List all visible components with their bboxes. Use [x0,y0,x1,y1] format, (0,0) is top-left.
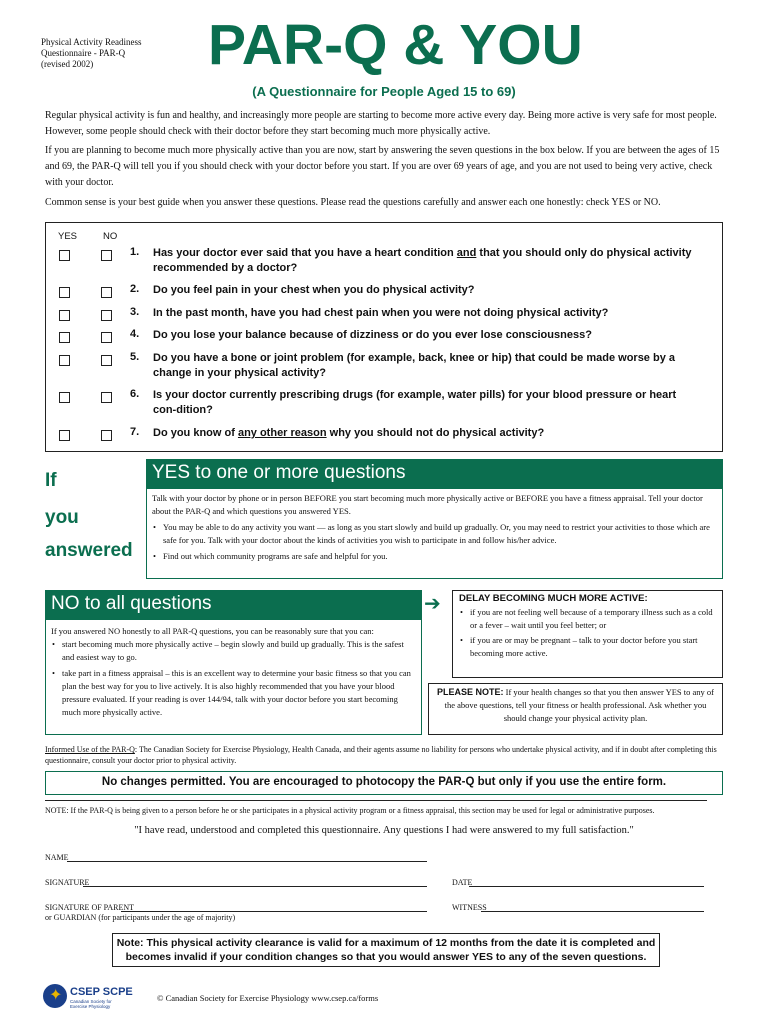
declaration-statement: "I have read, understood and completed this questionnaire. Any questions I had were answered to my full satisfaction." [134,825,634,836]
yes-section-body [152,492,717,563]
question-4-yes-checkbox[interactable] [59,332,70,343]
question-1-no-checkbox[interactable] [101,250,112,261]
legal-note: NOTE: If the PAR-Q is being given to a person before he or she participates in a physical activity program or a fitness appraisal, this section may be used for legal or administrative purposes. [45,806,655,815]
question-1-yes-checkbox[interactable] [59,250,70,261]
if-label: If [45,470,57,491]
intro-paragraph-2: If you are planning to become much more physically active than you are now, start by answering the seven questions in the box below. If you are between the ages of 15 and 69, the PAR-Q will tell you if you should check with your doctor before you start. If you are over 69 years of age, and you are not used to being very active, check with your doctor. [45,145,720,188]
question-6-number: 6. [130,388,140,400]
question-6-yes-checkbox[interactable] [59,392,70,403]
please-note-body: If your health changes so that you then answer YES to any of the above questions, tell your fitness or health professional. Ask whether you should change your physical activity plan. [444,687,714,723]
delay-section-heading: DELAY BECOMING MUCH MORE ACTIVE: [459,593,648,604]
question-5-text: Do you have a bone or joint problem (for example, back, knee or hip) that could be made worse by a change in your physical activity? [153,352,675,379]
please-note-text [434,686,717,725]
page-subtitle: (A Questionnaire for People Aged 15 to 69) [252,84,516,99]
question-5-number: 5. [130,351,140,363]
informed-use-text: : The Canadian Society for Exercise Physiology, Health Canada, and their agents assume no liability for persons who undertake physical activity, and if in doubt after completing this questionnaire, consult your doctor prior to physical activity. [45,745,717,765]
yes-section-text: Talk with your doctor by phone or in person BEFORE you start becoming much more physically active or BEFORE you have a fitness appraisal. Tell your doctor about the PAR-Q and which questions you answered YES. [152,493,703,516]
validity-note [112,936,660,964]
copyright-notice: © Canadian Society for Exercise Physiology www.csep.ca/forms [157,993,379,1003]
guardian-label: or GUARDIAN (for participants under the age of majority) [45,913,236,922]
no-section-bullet-1: • start becoming much more physically active – begin slowly and build up gradually. This is the safest and easiest way to go. [51,638,416,664]
no-column-header: NO [103,231,118,242]
yes-column-header: YES [58,231,78,242]
logo-text: CSEP SCPE [70,986,133,998]
question-5-no-checkbox[interactable] [101,355,112,366]
no-section-body [51,625,416,719]
maple-leaf-icon: ✦ [49,985,63,1004]
question-3-yes-checkbox[interactable] [59,310,70,321]
divider [45,800,707,801]
informed-use-notice [45,744,725,766]
name-label: NAME [45,853,69,862]
page-title: PAR-Q & YOU [208,13,583,77]
validity-note-line-1: Note: This physical activity clearance is valid for a maximum of 12 months from the date it is completed and [116,937,656,949]
no-changes-text: No changes permitted. You are encouraged to photocopy the PAR-Q but only if you use the entire form. [101,776,667,788]
logo-subtext: Canadian Society for Exercise Physiology [70,999,112,1009]
parent-signature-field[interactable] [121,911,427,912]
date-label: DATE [452,878,473,887]
right-arrow-icon: ➔ [424,591,441,615]
please-note-label: PLEASE NOTE: [437,687,504,697]
signature-field[interactable] [83,886,427,887]
form-metadata [41,37,142,70]
meta-line-2: Questionnaire - PAR-Q [41,48,126,58]
no-section-intro: If you answered NO honestly to all PAR-Q questions, you can be reasonably sure that you can: [51,626,374,636]
intro-paragraph-3: Common sense is your best guide when you answer these questions. Please read the questions carefully and answer each one honestly: check YES or NO. [45,197,661,208]
question-7-yes-checkbox[interactable] [59,430,70,441]
delay-section-body [459,606,717,660]
question-6-no-checkbox[interactable] [101,392,112,403]
name-field[interactable] [67,861,427,862]
question-5-yes-checkbox[interactable] [59,355,70,366]
question-1-number: 1. [130,246,140,258]
meta-line-3: (revised 2002) [41,59,94,69]
question-2-text: Do you feel pain in your chest when you do physical activity? [153,284,475,296]
question-2-number: 2. [130,283,140,295]
delay-bullet-1: • if you are not feeling well because of a temporary illness such as a cold or a fever – wait until you feel better; or [459,606,717,632]
yes-section-bullet-1: • You may be able to do any activity you want — as long as you start slowly and build up gradually. Or, you may need to restrict your activities to those which are safe for you. Talk with your doctor about the kinds of activities you wish to participate in and follow his/her advice. [152,521,717,547]
intro-paragraph-1: Regular physical activity is fun and healthy, and increasingly more people are starting to become more active every day. Being more active is very safe for most people. However, some people should check with their doctor before they start becoming much more physically active. [45,110,717,137]
delay-bullet-2: • if you are or may be pregnant – talk to your doctor before you start becoming more active. [459,634,717,660]
no-section-heading: NO to all questions [51,593,212,614]
question-2-yes-checkbox[interactable] [59,287,70,298]
you-label: you [45,507,79,528]
meta-line-1: Physical Activity Readiness [41,37,142,47]
informed-use-label: Informed Use of the PAR-Q [45,745,135,754]
signature-label: SIGNATURE [45,878,90,887]
answered-label: answered [45,540,133,561]
witness-field[interactable] [481,911,704,912]
question-4-number: 4. [130,328,140,340]
question-6-text: Is your doctor currently prescribing drugs (for example, water pills) for your blood pressure or heart con-dition? [153,389,677,416]
question-7-no-checkbox[interactable] [101,430,112,441]
question-2-no-checkbox[interactable] [101,287,112,298]
question-1-text: Has your doctor ever said that you have a heart condition and that you should only do physical activity recommended by a doctor? [153,247,692,274]
validity-note-line-2: becomes invalid if your condition changes so that you would answer YES to any of the seven questions. [125,951,647,963]
date-field[interactable] [469,886,704,887]
witness-label: WITNESS [452,903,487,912]
question-3-text: In the past month, have you had chest pain when you were not doing physical activity? [153,307,609,319]
no-section-bullet-2: • take part in a fitness appraisal – this is an excellent way to determine your basic fitness so that you can plan the best way for you to live actively. It is also highly recommended that you have your blood pressure evaluated. If your reading is over 144/94, talk with your doctor before you start becoming much more physically active. [51,667,416,719]
yes-section-bullet-2: • Find out which community programs are safe and helpful for you. [152,550,717,563]
question-4-text: Do you lose your balance because of dizziness or do you ever lose consciousness? [153,329,592,341]
question-4-no-checkbox[interactable] [101,332,112,343]
question-3-number: 3. [130,306,140,318]
question-7-number: 7. [130,426,140,438]
question-7-text: Do you know of any other reason why you should not do physical activity? [153,427,545,439]
question-3-no-checkbox[interactable] [101,310,112,321]
yes-section-heading: YES to one or more questions [152,462,406,483]
parent-signature-label: SIGNATURE OF PARENT [45,903,135,912]
